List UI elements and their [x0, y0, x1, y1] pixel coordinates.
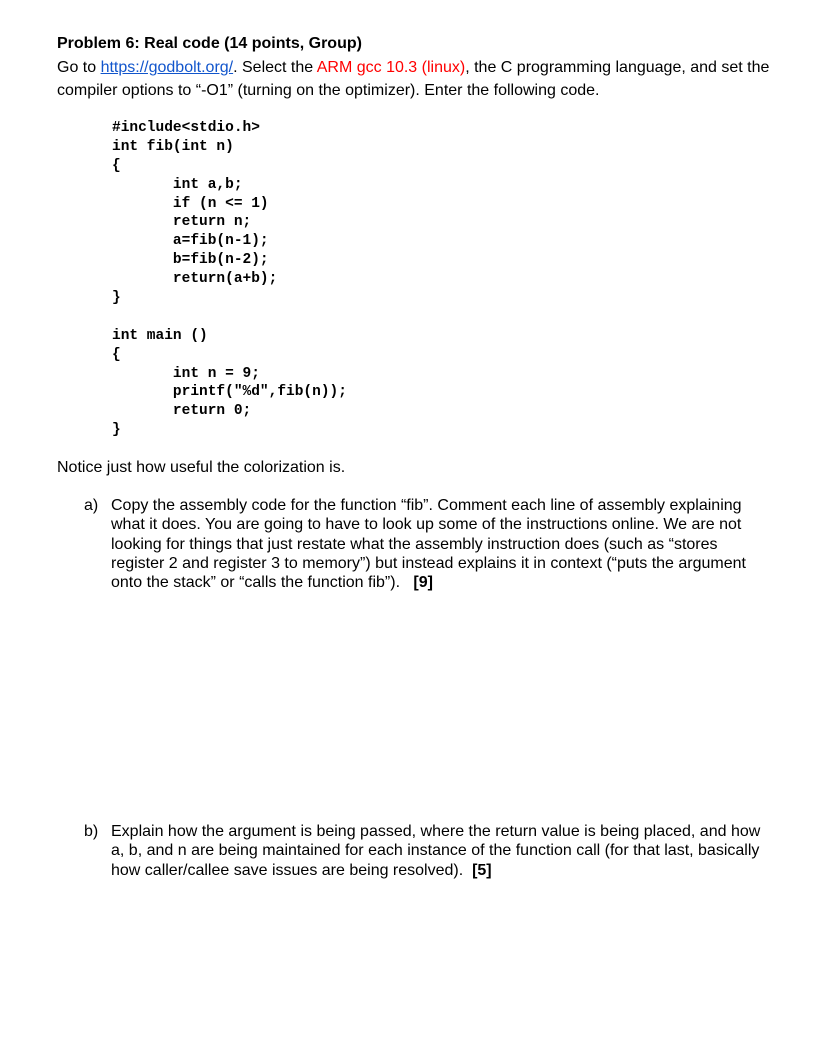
code-line: #include<stdio.h>	[112, 120, 260, 136]
intro-prefix: Go to	[57, 59, 101, 76]
code-line: if (n <= 1)	[112, 195, 269, 212]
code-block	[112, 119, 347, 440]
compiler-name: ARM gcc 10.3 (linux)	[316, 59, 466, 76]
question-a-body	[111, 496, 774, 592]
code-line: int a,b;	[112, 176, 243, 193]
question-a-points: [9]	[413, 574, 433, 592]
question-b-marker: b)	[84, 823, 99, 840]
question-b-points: [5]	[472, 861, 492, 879]
code-line: {	[112, 346, 121, 363]
question-a	[84, 496, 774, 592]
question-a-text: Copy the assembly code for the function “fib”. Comment each line of assembly explaining what it does. You are going to have to look up some of the instructions online. We are not looking for things that just restate what the assembly instruction does (such as “stores register 2 and register 3 to memory”) but instead explains it in context (“puts the argument onto the stack” or “calls the function fib”).	[111, 497, 746, 592]
code-line: return 0;	[112, 403, 252, 420]
code-line: a=fib(n-1);	[112, 233, 269, 250]
question-b-text: Explain how the argument is being passed, where the return value is being placed, and how a, b, and n are being maintained for each instance of the function call (for that last, basically how caller/callee save issues are being resolved).	[111, 823, 761, 879]
problem-title: Problem 6: Real code (14 points, Group)	[57, 35, 362, 52]
question-a-marker: a)	[84, 497, 99, 514]
intro-mid-2: , the C programming language, and set the compiler options to “-O1” (turning on the optimizer). Enter the following code.	[57, 59, 770, 99]
question-b-body	[111, 822, 774, 880]
code-line: return(a+b);	[112, 271, 278, 288]
code-line: int n = 9;	[112, 365, 260, 382]
code-line: int main ()	[112, 327, 208, 344]
code-line: }	[112, 290, 121, 307]
code-line: printf("%d",fib(n));	[112, 384, 347, 401]
code-line: {	[112, 157, 121, 174]
question-b	[84, 822, 774, 880]
code-line: int fib(int n)	[112, 138, 234, 155]
code-line: b=fib(n-2);	[112, 252, 269, 269]
code-line: }	[112, 422, 121, 439]
code-line: return n;	[112, 214, 252, 231]
code-blank-line	[112, 308, 347, 327]
godbolt-link[interactable]: https://godbolt.org/	[100, 59, 234, 76]
intro-mid-1: . Select the	[233, 59, 317, 76]
problem-intro	[57, 56, 777, 102]
notice-text: Notice just how useful the colorization is.	[57, 459, 346, 476]
